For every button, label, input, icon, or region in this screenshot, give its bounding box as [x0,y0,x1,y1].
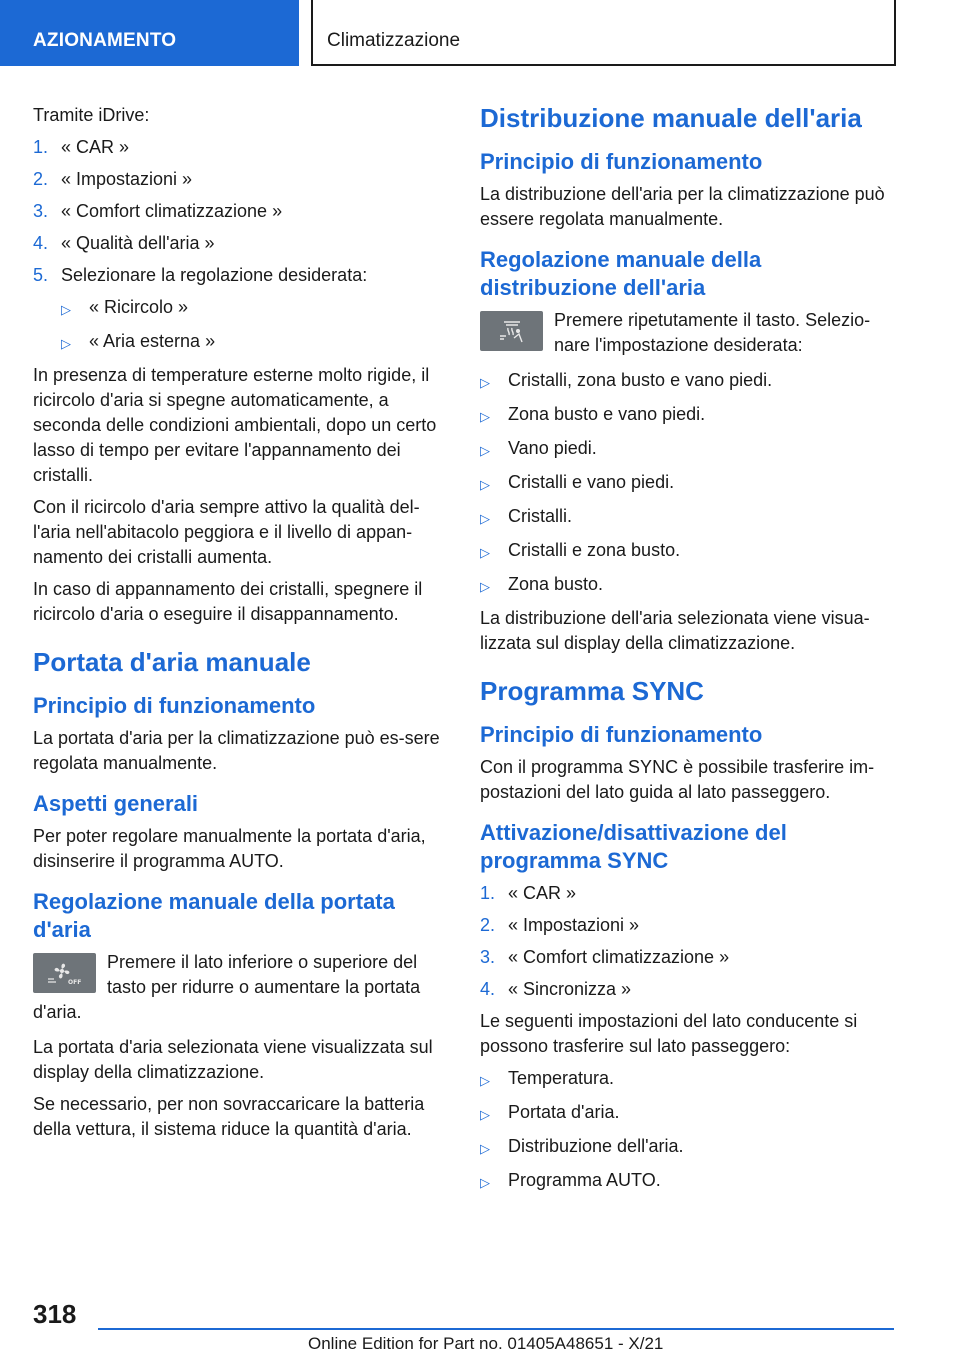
list-item [480,504,894,531]
edition-note: Online Edition for Part no. 01405A48651 - X/21 [308,1334,664,1353]
paragraph-ricircolo-cold: In presenza di temperature esterne molto rigide, il ricircolo d'aria si spegne automaticamente, a seconda delle condizioni ambientali, dopo un certo lasso di tempo per evitare l'appannamento dei cristalli. [33,365,437,485]
list-item [480,1066,894,1093]
step-text: « Comfort climatizzazione » [508,947,730,967]
step-number: 4. [480,979,496,999]
option-text: Cristalli. [508,506,573,526]
triangle-bullet-icon: ▷ [480,1175,490,1190]
option-text: Cristalli e vano piedi. [508,472,675,492]
heading-regolazione-portata: Regolazione manuale della portata d'aria [33,889,395,942]
step-item [480,881,894,906]
heading-regolazione-distribuzione: Regolazione manuale della distribuzione dell'aria [480,247,762,300]
step-text: « CAR » [508,883,577,903]
sync-steps [480,881,894,1002]
step-text: « Impostazioni » [61,169,193,189]
option-text: Zona busto e vano piedi. [508,404,706,424]
heading-distribuzione-manuale: Distribuzione manuale dell'aria [480,103,862,133]
triangle-bullet-icon: ▷ [480,1073,490,1088]
paragraph-regolazione-distribuzione: Premere ripetutamente il tasto. Selezio‐nare l'impostazione desiderata: [554,310,871,355]
list-item [61,329,447,356]
regolazione-distribuzione-block [480,308,894,358]
step-item [480,977,894,1002]
option-text: Programma AUTO. [508,1170,661,1190]
triangle-bullet-icon: ▷ [480,579,490,594]
idrive-steps [33,135,447,288]
triangle-bullet-icon: ▷ [480,375,490,390]
step-text: « Comfort climatizzazione » [61,201,283,221]
list-item [480,1168,894,1195]
triangle-bullet-icon: ▷ [480,1141,490,1156]
heading-sync-principio: Principio di funzionamento [480,722,763,747]
list-item [480,368,894,395]
step-number: 1. [480,883,496,903]
triangle-bullet-icon: ▷ [61,336,71,351]
step-item [480,913,894,938]
heading-programma-sync: Programma SYNC [480,676,704,706]
step-number: 4. [33,233,49,253]
option-text: Portata d'aria. [508,1102,620,1122]
list-item [480,538,894,565]
option-text: Zona busto. [508,574,604,594]
heading-principio: Principio di funzionamento [480,149,763,174]
paragraph-aspetti: Per poter regolare manualmente la portata d'aria, disinserire il programma AUTO. [33,826,426,871]
right-column [480,103,894,1202]
triangle-bullet-icon: ▷ [480,409,490,424]
step-item [480,945,894,970]
section-tab: AZIONAMENTO [0,0,299,66]
list-item [480,572,894,599]
idrive-intro: Tramite iDrive: [33,105,150,125]
option-text: Cristalli e zona busto. [508,540,681,560]
option-text: Distribuzione dell'aria. [508,1136,684,1156]
heading-sync-attivazione: Attivazione/disattivazione del programma SYNC [480,820,787,873]
paragraph-sync-principio: Con il programma SYNC è possibile trasferire im‐postazioni del lato guida al lato passeggero. [480,757,875,802]
triangle-bullet-icon: ▷ [480,545,490,560]
list-item [480,402,894,429]
paragraph-principio: La distribuzione dell'aria per la climatizzazione può essere regolata manualmente. [480,184,885,229]
triangle-bullet-icon: ▷ [480,477,490,492]
step-item [33,199,447,224]
step-number: 5. [33,265,49,285]
paragraph-ricircolo-fog: In caso di appannamento dei cristalli, spegnere il ricircolo d'aria o eseguire il disappannamento. [33,579,423,624]
paragraph-display-portata: La portata d'aria selezionata viene visualizzata sul display della climatizzazione. [33,1037,433,1082]
step-number: 2. [33,169,49,189]
heading-portata-manuale: Portata d'aria manuale [33,647,311,677]
step-number: 3. [33,201,49,221]
left-column [33,103,447,1149]
step-item [33,167,447,192]
fan-off-label: OFF [67,979,81,986]
option-text: « Ricircolo » [89,297,189,317]
footer-divider [98,1328,894,1330]
regolazione-portata-block [33,950,447,1025]
chapter-title: Climatizzazione [311,0,896,66]
sync-items [480,1066,894,1195]
list-item [480,1100,894,1127]
ricircolo-options [33,295,447,356]
fan-button-icon [33,953,96,993]
triangle-bullet-icon: ▷ [61,302,71,317]
paragraph-display-distribuzione: La distribuzione dell'aria selezionata viene visua‐lizzata sul display della climatizzazione. [480,608,870,653]
step-text: Selezionare la regolazione desiderata: [61,265,368,285]
heading-aspetti-generali: Aspetti generali [33,791,199,816]
step-item [33,263,447,288]
step-text: « CAR » [61,137,130,157]
option-text: Vano piedi. [508,438,597,458]
page-number: 318 [33,1299,77,1329]
list-item [480,470,894,497]
step-text: « Sincronizza » [508,979,632,999]
paragraph-ricircolo-quality: Con il ricircolo d'aria sempre attivo la qualità del‐l'aria nell'abitacolo peggiora e il livello di appan‐namento dei cristalli aumenta. [33,497,420,567]
air-distribution-button-icon [480,311,543,351]
option-text: Temperatura. [508,1068,615,1088]
triangle-bullet-icon: ▷ [480,1107,490,1122]
distribution-options [480,368,894,599]
option-text: Cristalli, zona busto e vano piedi. [508,370,773,390]
step-text: « Qualità dell'aria » [61,233,215,253]
paragraph-battery: Se necessario, per non sovraccaricare la batteria della vettura, il sistema riduce la quantità d'aria. [33,1094,425,1139]
paragraph-sync-transfer: Le seguenti impostazioni del lato conducente si possono trasferire sul lato passeggero: [480,1011,858,1056]
list-item [480,436,894,463]
step-item [33,231,447,256]
page-header [0,0,960,66]
paragraph-principio: La portata d'aria per la climatizzazione può es‐sere regolata manualmente. [33,728,440,773]
triangle-bullet-icon: ▷ [480,443,490,458]
step-number: 1. [33,137,49,157]
paragraph-regolazione-portata: Premere il lato inferiore o superiore del tasto per ridurre o aumentare la portata d'aria. [33,952,421,1022]
option-text: « Aria esterna » [89,331,216,351]
step-text: « Impostazioni » [508,915,640,935]
list-item [61,295,447,322]
triangle-bullet-icon: ▷ [480,511,490,526]
heading-principio: Principio di funzionamento [33,693,316,718]
step-number: 2. [480,915,496,935]
step-number: 3. [480,947,496,967]
list-item [480,1134,894,1161]
step-item [33,135,447,160]
